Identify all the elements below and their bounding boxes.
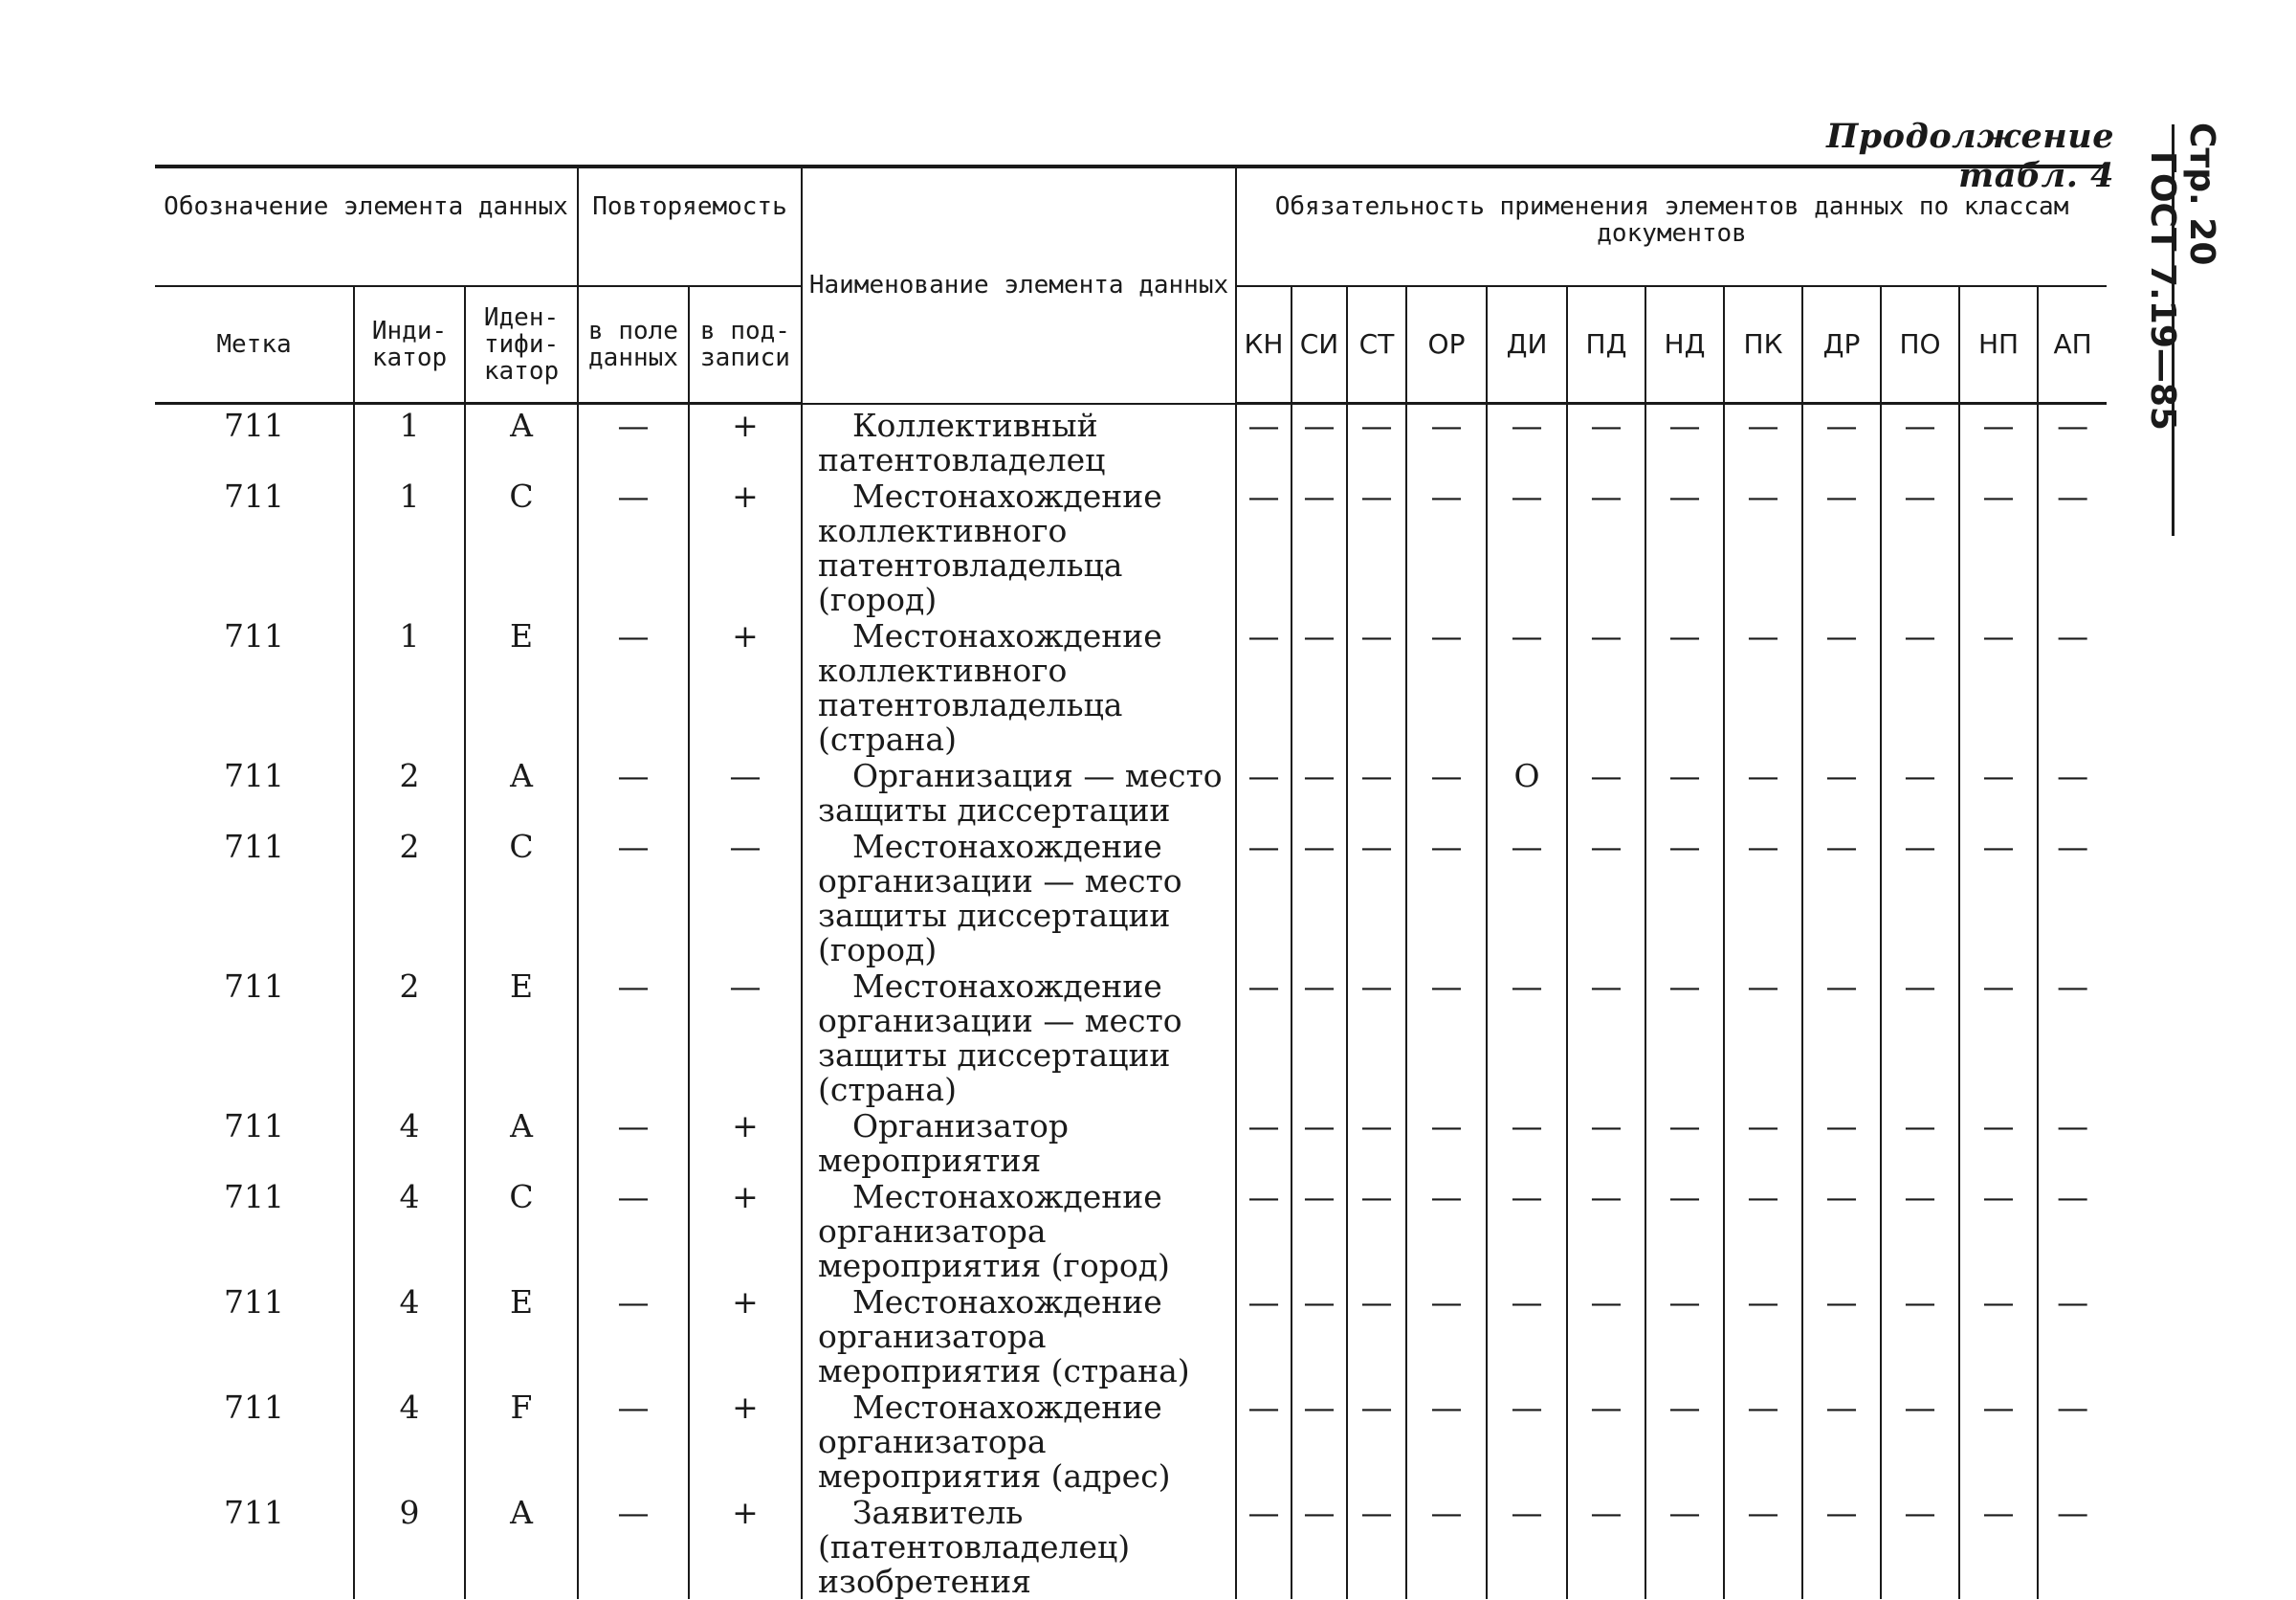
identifier-header: Иден- тифи- катор: [465, 286, 578, 404]
identifier-cell: A: [465, 1107, 578, 1178]
label-cell: 711: [224, 967, 284, 1005]
label-cell: 711: [224, 616, 284, 655]
in-field-cell: —: [578, 617, 689, 757]
label-header: Метка: [155, 286, 354, 404]
label-cell: 711: [224, 1177, 284, 1215]
class-cell: —: [1881, 1389, 1959, 1494]
designation-group-header: Обозначение элемента данных: [155, 167, 578, 286]
class-cell: —: [1567, 617, 1645, 757]
class-cell: —: [1645, 967, 1724, 1107]
class-cell: —: [1406, 617, 1487, 757]
class-cell: —: [1959, 1283, 2038, 1389]
class-cell: —: [1487, 967, 1567, 1107]
element-name-text: Организация — место защиты диссертации: [818, 756, 1223, 829]
class-cell: —: [1406, 1389, 1487, 1494]
table-row: [155, 967, 2107, 1107]
class-cell: —: [2038, 478, 2107, 617]
in-subrecord-cell: —: [689, 828, 802, 967]
element-name-cell: [802, 1107, 1236, 1178]
class-cell: —: [1959, 1107, 2038, 1178]
table-row: [155, 1283, 2107, 1389]
identifier-cell: E: [465, 617, 578, 757]
class-cell: —: [2038, 617, 2107, 757]
element-name-cell: [802, 1494, 1236, 1599]
element-name-text: Заявитель (патентовладелец) изобретения: [818, 1493, 1131, 1600]
class-cell: —: [1567, 1494, 1645, 1599]
in-subrecord-cell: +: [689, 404, 802, 478]
class-cell: —: [1567, 757, 1645, 828]
class-cell: —: [1645, 1283, 1724, 1389]
class-cell: —: [1347, 1178, 1406, 1283]
label-cell: 711: [224, 1106, 284, 1144]
indicator-header: Инди- катор: [354, 286, 465, 404]
class-cell: —: [1802, 757, 1881, 828]
in-subrecord-cell: —: [689, 967, 802, 1107]
class-cell: —: [1406, 478, 1487, 617]
in-subrecord-cell: +: [689, 1107, 802, 1178]
class-cell: —: [1645, 1494, 1724, 1599]
table-row: [155, 757, 2107, 828]
class-cell: —: [1347, 1494, 1406, 1599]
class-cell: —: [1487, 478, 1567, 617]
class-header: СТ: [1347, 286, 1406, 404]
in-field-cell: —: [578, 1389, 689, 1494]
class-cell: —: [1645, 1389, 1724, 1494]
class-cell: —: [1487, 1178, 1567, 1283]
repeatability-group-header: Повторяемость: [578, 167, 802, 286]
class-cell: —: [1959, 1389, 2038, 1494]
indicator-cell: 1: [354, 478, 465, 617]
class-cell: —: [1347, 757, 1406, 828]
data-elements-table: [155, 165, 2107, 1599]
table-row: [155, 404, 2107, 478]
class-cell: —: [1406, 1178, 1487, 1283]
page-number: Стр. 20: [2182, 122, 2221, 266]
class-cell: —: [1802, 1494, 1881, 1599]
class-cell: —: [1959, 828, 2038, 967]
element-name-cell: [802, 757, 1236, 828]
element-name-text: Местонахождение организатора мероприятия (город): [818, 1177, 1170, 1284]
class-cell: О: [1487, 757, 1567, 828]
class-cell: —: [1487, 1389, 1567, 1494]
class-cell: —: [1347, 1389, 1406, 1494]
label-cell: 711: [224, 1388, 284, 1426]
class-header: АП: [2038, 286, 2107, 404]
class-cell: —: [1881, 404, 1959, 478]
class-cell: —: [1802, 617, 1881, 757]
class-cell: —: [1292, 478, 1347, 617]
element-name-header: Наименование элемента данных: [802, 167, 1236, 404]
class-cell: —: [1567, 1178, 1645, 1283]
class-cell: —: [1406, 1283, 1487, 1389]
class-cell: —: [1645, 1178, 1724, 1283]
in-field-cell: —: [578, 1283, 689, 1389]
class-cell: —: [1724, 828, 1802, 967]
class-cell: —: [2038, 828, 2107, 967]
element-name-cell: [802, 828, 1236, 967]
class-cell: —: [1959, 967, 2038, 1107]
class-cell: —: [1645, 404, 1724, 478]
identifier-cell: A: [465, 404, 578, 478]
class-cell: —: [1236, 1494, 1292, 1599]
table-caption: Продолжение табл. 4: [1826, 117, 2114, 195]
class-cell: —: [1406, 1107, 1487, 1178]
class-cell: —: [1645, 1107, 1724, 1178]
class-cell: —: [1724, 1494, 1802, 1599]
identifier-cell: A: [465, 757, 578, 828]
class-cell: —: [1292, 404, 1347, 478]
in-subrecord-cell: —: [689, 757, 802, 828]
class-cell: —: [1487, 1107, 1567, 1178]
class-cell: —: [1802, 478, 1881, 617]
class-cell: —: [1959, 1178, 2038, 1283]
class-cell: —: [1292, 1494, 1347, 1599]
class-cell: —: [1236, 617, 1292, 757]
in-field-cell: —: [578, 1494, 689, 1599]
class-cell: —: [1802, 404, 1881, 478]
table-row: [155, 617, 2107, 757]
class-cell: —: [1292, 967, 1347, 1107]
indicator-cell: 1: [354, 617, 465, 757]
class-cell: —: [1406, 757, 1487, 828]
indicator-cell: 2: [354, 967, 465, 1107]
element-name-cell: [802, 967, 1236, 1107]
indicator-cell: 4: [354, 1107, 465, 1178]
class-cell: —: [1347, 478, 1406, 617]
class-header: НД: [1645, 286, 1724, 404]
class-cell: —: [1292, 1389, 1347, 1494]
class-cell: —: [1802, 1107, 1881, 1178]
class-cell: —: [1236, 828, 1292, 967]
class-cell: —: [1645, 617, 1724, 757]
element-name-text: Местонахождение организации — место защиты диссертации (город): [818, 827, 1182, 968]
in-field-cell: —: [578, 478, 689, 617]
class-cell: —: [2038, 1283, 2107, 1389]
label-cell: 711: [224, 1282, 284, 1321]
element-name-text: Местонахождение организатора мероприятия (страна): [818, 1282, 1190, 1389]
class-cell: —: [1724, 1107, 1802, 1178]
indicator-cell: 4: [354, 1389, 465, 1494]
table-row: [155, 1178, 2107, 1283]
in-field-cell: —: [578, 967, 689, 1107]
class-cell: —: [1802, 828, 1881, 967]
class-header: ПО: [1881, 286, 1959, 404]
class-cell: —: [1406, 967, 1487, 1107]
indicator-cell: 9: [354, 1494, 465, 1599]
in-subrecord-cell: +: [689, 1389, 802, 1494]
identifier-cell: A: [465, 1494, 578, 1599]
class-header: ПК: [1724, 286, 1802, 404]
class-cell: —: [1959, 404, 2038, 478]
class-cell: —: [1724, 617, 1802, 757]
class-cell: —: [2038, 1389, 2107, 1494]
class-cell: —: [1236, 1283, 1292, 1389]
class-cell: —: [1567, 1283, 1645, 1389]
class-cell: —: [1881, 478, 1959, 617]
running-header: [2143, 122, 2221, 544]
class-cell: —: [2038, 967, 2107, 1107]
class-cell: —: [1724, 1283, 1802, 1389]
class-cell: —: [2038, 404, 2107, 478]
class-cell: —: [1236, 478, 1292, 617]
element-name-text: Местонахождение коллективного патентовладельца (страна): [818, 616, 1162, 758]
table-row: [155, 828, 2107, 967]
element-name-text: Местонахождение организатора мероприятия (адрес): [818, 1388, 1171, 1495]
label-cell: 711: [224, 827, 284, 865]
class-cell: —: [1567, 404, 1645, 478]
element-name-text: Коллективный патентовладелец: [818, 406, 1106, 478]
indicator-cell: 4: [354, 1283, 465, 1389]
label-cell: 711: [224, 1493, 284, 1531]
in-subrecord-cell: +: [689, 1494, 802, 1599]
indicator-cell: 2: [354, 757, 465, 828]
class-cell: —: [1292, 1178, 1347, 1283]
class-cell: —: [1236, 1389, 1292, 1494]
element-name-cell: [802, 617, 1236, 757]
element-name-cell: [802, 1283, 1236, 1389]
class-cell: —: [1292, 617, 1347, 757]
class-cell: —: [1347, 828, 1406, 967]
in-field-cell: —: [578, 1178, 689, 1283]
element-name-cell: [802, 1178, 1236, 1283]
class-cell: —: [1645, 478, 1724, 617]
in-subrecord-header: в под- записи: [689, 286, 802, 404]
element-name-cell: [802, 404, 1236, 478]
class-cell: —: [1645, 757, 1724, 828]
in-subrecord-cell: +: [689, 617, 802, 757]
class-cell: —: [1236, 1178, 1292, 1283]
class-header: НП: [1959, 286, 2038, 404]
identifier-cell: C: [465, 828, 578, 967]
class-cell: —: [1802, 1178, 1881, 1283]
class-cell: —: [1236, 967, 1292, 1107]
class-cell: —: [1567, 967, 1645, 1107]
class-cell: —: [2038, 757, 2107, 828]
identifier-cell: E: [465, 967, 578, 1107]
class-cell: —: [1236, 757, 1292, 828]
class-header: ДР: [1802, 286, 1881, 404]
label-cell: 711: [224, 407, 284, 444]
element-name-text: Местонахождение коллективного патентовладельца (город): [818, 477, 1162, 618]
class-cell: —: [1236, 1107, 1292, 1178]
standard-number: ГОСТ 7.19—85: [2143, 151, 2182, 431]
class-cell: —: [1645, 828, 1724, 967]
class-cell: —: [1881, 1494, 1959, 1599]
class-cell: —: [1959, 1494, 2038, 1599]
identifier-cell: C: [465, 1178, 578, 1283]
table-row: [155, 1494, 2107, 1599]
class-cell: —: [1567, 828, 1645, 967]
class-cell: —: [1487, 1494, 1567, 1599]
class-cell: —: [1881, 617, 1959, 757]
class-cell: —: [1347, 404, 1406, 478]
class-header: СИ: [1292, 286, 1347, 404]
class-cell: —: [1959, 478, 2038, 617]
class-cell: —: [1292, 757, 1347, 828]
class-cell: —: [1487, 617, 1567, 757]
element-name-text: Местонахождение организации — место защиты диссертации (страна): [818, 967, 1182, 1108]
class-cell: —: [1236, 404, 1292, 478]
class-cell: —: [1406, 404, 1487, 478]
class-header: ДИ: [1487, 286, 1567, 404]
class-cell: —: [1567, 478, 1645, 617]
class-cell: —: [1724, 967, 1802, 1107]
class-header: ПД: [1567, 286, 1645, 404]
indicator-cell: 1: [354, 404, 465, 478]
class-cell: —: [2038, 1178, 2107, 1283]
class-cell: —: [1724, 404, 1802, 478]
class-cell: —: [1292, 1283, 1347, 1389]
table-row: [155, 478, 2107, 617]
in-field-cell: —: [578, 828, 689, 967]
obligatory-group-header: Обязательность применения элементов данных по классам документов: [1236, 167, 2107, 286]
class-cell: —: [1406, 1494, 1487, 1599]
element-name-cell: [802, 478, 1236, 617]
class-cell: —: [2038, 1107, 2107, 1178]
class-cell: —: [1292, 828, 1347, 967]
indicator-cell: 4: [354, 1178, 465, 1283]
element-name-text: Организатор мероприятия: [818, 1106, 1070, 1179]
class-cell: —: [1959, 757, 2038, 828]
class-header: ОР: [1406, 286, 1487, 404]
class-cell: —: [1487, 1283, 1567, 1389]
class-cell: —: [1724, 478, 1802, 617]
class-cell: —: [2038, 1494, 2107, 1599]
in-field-cell: —: [578, 757, 689, 828]
in-subrecord-cell: +: [689, 478, 802, 617]
in-field-header: в поле данных: [578, 286, 689, 404]
in-field-cell: —: [578, 404, 689, 478]
class-cell: —: [1881, 828, 1959, 967]
class-cell: —: [1724, 757, 1802, 828]
identifier-cell: F: [465, 1389, 578, 1494]
class-cell: —: [1881, 967, 1959, 1107]
table-row: [155, 1107, 2107, 1178]
class-cell: —: [1487, 828, 1567, 967]
identifier-cell: E: [465, 1283, 578, 1389]
class-cell: —: [1406, 828, 1487, 967]
class-cell: —: [1802, 1283, 1881, 1389]
class-cell: —: [1881, 1178, 1959, 1283]
class-cell: —: [1881, 1107, 1959, 1178]
class-cell: —: [1292, 1107, 1347, 1178]
class-header: КН: [1236, 286, 1292, 404]
class-cell: —: [1347, 1107, 1406, 1178]
class-cell: —: [1724, 1178, 1802, 1283]
in-field-cell: —: [578, 1107, 689, 1178]
class-cell: —: [1347, 967, 1406, 1107]
identifier-cell: C: [465, 478, 578, 617]
indicator-cell: 2: [354, 828, 465, 967]
in-subrecord-cell: +: [689, 1283, 802, 1389]
class-cell: —: [1881, 1283, 1959, 1389]
class-cell: —: [1802, 967, 1881, 1107]
class-cell: —: [1567, 1389, 1645, 1494]
class-cell: —: [1567, 1107, 1645, 1178]
table-row: [155, 1389, 2107, 1494]
label-cell: 711: [224, 477, 284, 515]
class-cell: —: [1802, 1389, 1881, 1494]
class-cell: —: [1959, 617, 2038, 757]
class-cell: —: [1881, 757, 1959, 828]
label-cell: 711: [224, 756, 284, 794]
class-cell: —: [1724, 1389, 1802, 1494]
class-cell: —: [1487, 404, 1567, 478]
in-subrecord-cell: +: [689, 1178, 802, 1283]
class-cell: —: [1347, 1283, 1406, 1389]
element-name-cell: [802, 1389, 1236, 1494]
class-cell: —: [1347, 617, 1406, 757]
